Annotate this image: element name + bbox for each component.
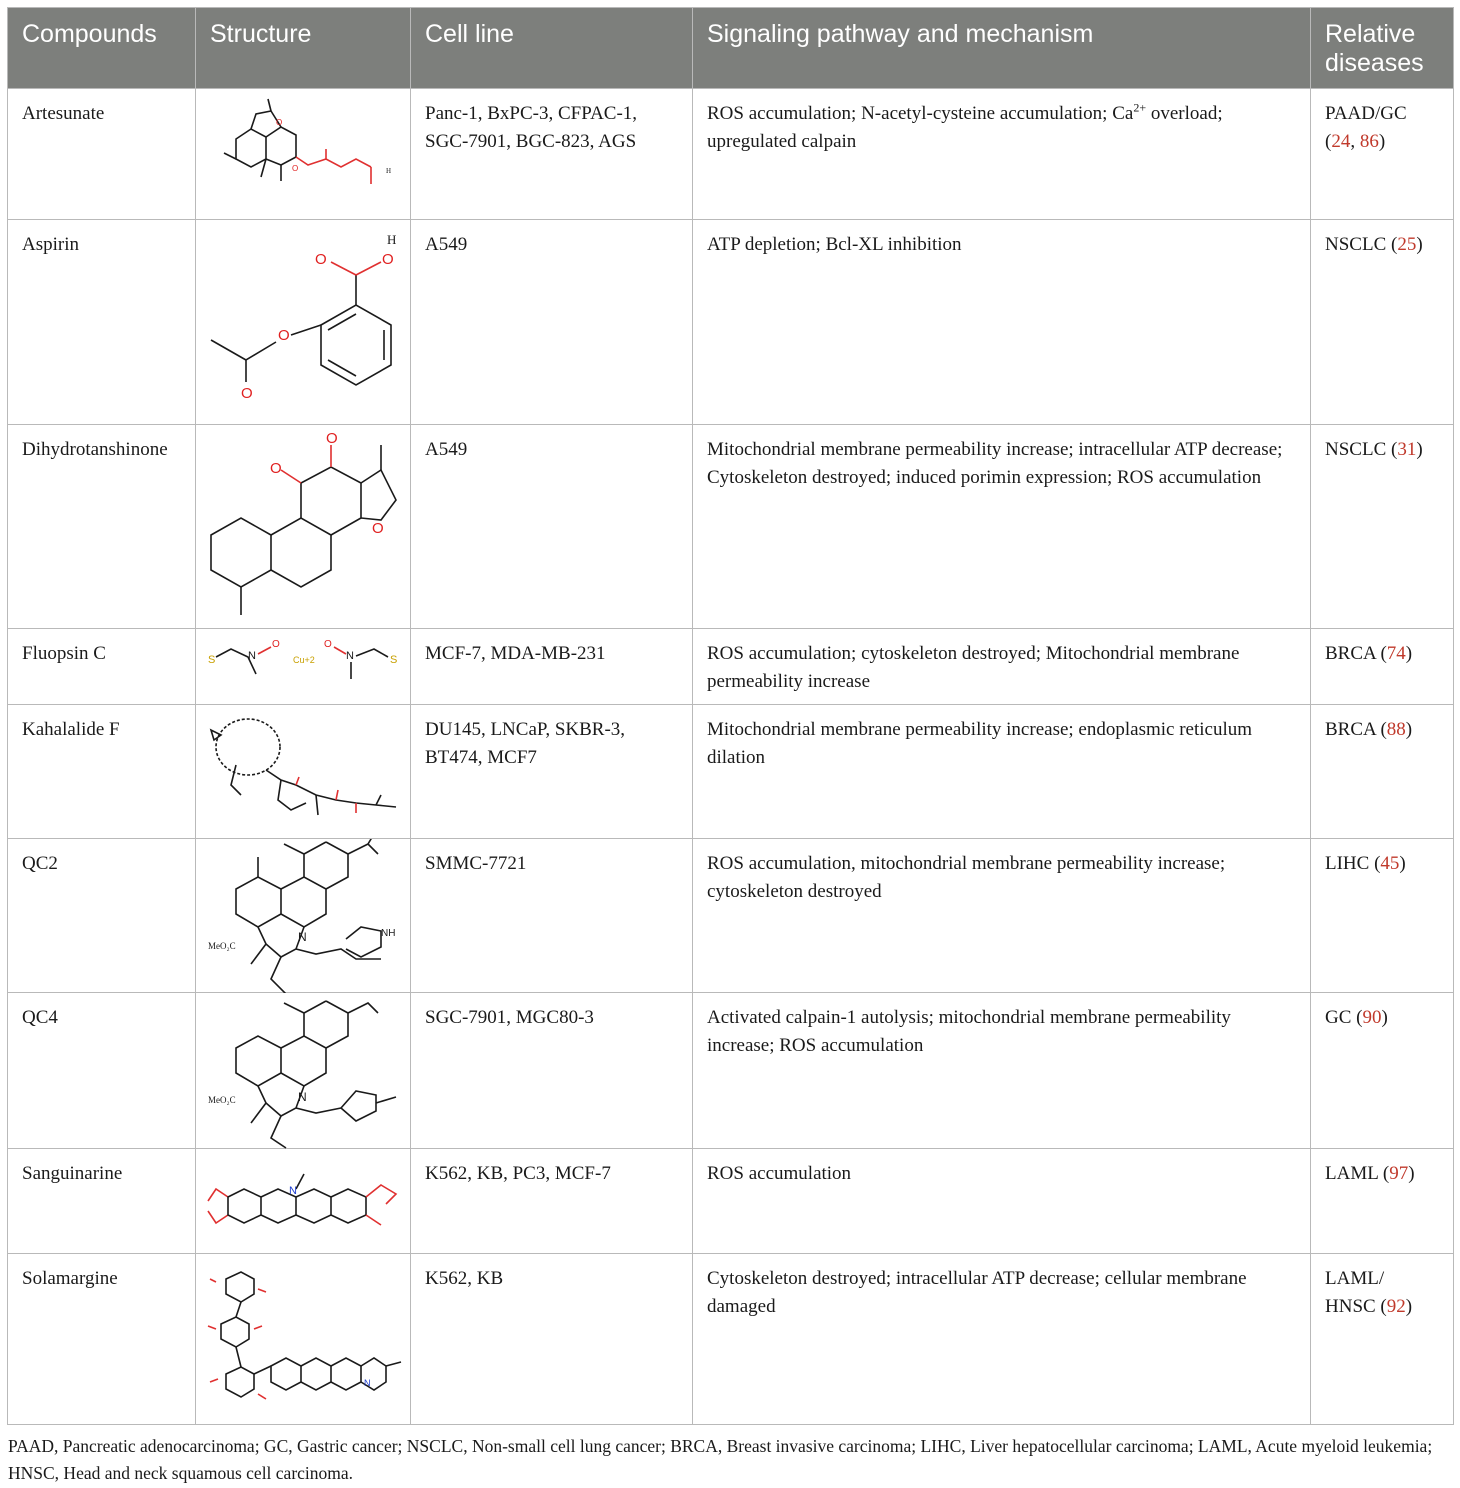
reference-link[interactable]: 31 bbox=[1397, 439, 1417, 460]
table-row bbox=[8, 839, 1454, 993]
header-relative-diseases: Relative diseases bbox=[1311, 8, 1454, 89]
header-mechanism: Signaling pathway and mechanism bbox=[693, 8, 1311, 89]
svg-text:NH: NH bbox=[381, 928, 396, 939]
svg-text:N: N bbox=[289, 1185, 297, 1197]
svg-text:MeO₂C: MeO₂C bbox=[208, 941, 236, 951]
cell-line: K562, KB bbox=[411, 1254, 693, 1425]
relative-disease: NSCLC (25) bbox=[1311, 220, 1454, 425]
fluopsin-c-structure-icon bbox=[196, 629, 411, 705]
sanguinarine-structure-icon bbox=[196, 1149, 411, 1254]
svg-text:O: O bbox=[372, 520, 384, 537]
cell-line: Panc-1, BxPC-3, CFPAC-1, SGC-7901, BGC-823, AGS bbox=[411, 89, 693, 220]
svg-text:N: N bbox=[364, 1378, 371, 1388]
svg-text:S: S bbox=[208, 654, 216, 666]
table-row bbox=[8, 1254, 1454, 1425]
relative-disease: GC (90) bbox=[1311, 993, 1454, 1149]
cell-line: MCF-7, MDA-MB-231 bbox=[411, 629, 693, 705]
svg-text:O: O bbox=[278, 327, 290, 344]
table-row bbox=[8, 89, 1454, 220]
dihydrotanshinone-structure-icon bbox=[196, 425, 411, 629]
reference-link[interactable]: 24 bbox=[1331, 131, 1351, 152]
cell-line: SMMC-7721 bbox=[411, 839, 693, 993]
svg-text:MeO₂C: MeO₂C bbox=[208, 1095, 236, 1105]
compound-name: Fluopsin C bbox=[8, 629, 196, 705]
svg-text:H: H bbox=[386, 167, 392, 175]
reference-link[interactable]: 25 bbox=[1397, 234, 1417, 255]
mechanism: ROS accumulation; cytoskeleton destroyed; Mitochondrial membrane permeability increase bbox=[693, 629, 1311, 705]
svg-text:O: O bbox=[241, 385, 253, 402]
compound-name: Solamargine bbox=[8, 1254, 196, 1425]
qc2-structure-icon bbox=[196, 839, 411, 993]
cell-line: K562, KB, PC3, MCF-7 bbox=[411, 1149, 693, 1254]
mechanism: ROS accumulation; N-acetyl-cysteine accumulation; $Ca^{2+}$ overload; upregulated calpain bbox=[693, 89, 1311, 220]
relative-disease: LAML/ HNSC (92) bbox=[1311, 1254, 1454, 1425]
svg-text:O: O bbox=[315, 251, 327, 268]
relative-disease: PAAD/GC (24, 86) bbox=[1311, 89, 1454, 220]
artesunate-structure-icon bbox=[196, 89, 411, 220]
relative-disease: BRCA (88) bbox=[1311, 705, 1454, 839]
reference-link[interactable]: 88 bbox=[1386, 719, 1406, 740]
compound-name: QC2 bbox=[8, 839, 196, 993]
mechanism: ATP depletion; Bcl-XL inhibition bbox=[693, 220, 1311, 425]
compounds-table bbox=[7, 7, 1454, 1425]
qc4-structure-icon bbox=[196, 993, 411, 1149]
svg-text:Cu+2: Cu+2 bbox=[293, 655, 315, 665]
svg-text:O: O bbox=[272, 639, 280, 650]
aspirin-structure-icon bbox=[196, 220, 411, 425]
svg-text:O: O bbox=[324, 639, 332, 650]
reference-link[interactable]: 97 bbox=[1389, 1163, 1409, 1184]
compound-name: Aspirin bbox=[8, 220, 196, 425]
table-row bbox=[8, 220, 1454, 425]
svg-text:O: O bbox=[276, 118, 283, 127]
reference-link[interactable]: 90 bbox=[1362, 1007, 1382, 1028]
compound-name: QC4 bbox=[8, 993, 196, 1149]
svg-text:H: H bbox=[387, 232, 397, 247]
reference-link[interactable]: 92 bbox=[1386, 1296, 1406, 1317]
mechanism: Mitochondrial membrane permeability increase; endoplasmic reticulum dilation bbox=[693, 705, 1311, 839]
relative-disease: BRCA (74) bbox=[1311, 629, 1454, 705]
solamargine-structure-icon bbox=[196, 1254, 411, 1425]
svg-text:N: N bbox=[298, 1090, 307, 1104]
compound-name: Kahalalide F bbox=[8, 705, 196, 839]
compound-name: Artesunate bbox=[8, 89, 196, 220]
reference-link[interactable]: 86 bbox=[1359, 131, 1379, 152]
mechanism: Activated calpain-1 autolysis; mitochondrial membrane permeability increase; ROS accumulation bbox=[693, 993, 1311, 1149]
table-row bbox=[8, 705, 1454, 839]
svg-text:O: O bbox=[326, 430, 338, 447]
kahalalide-f-structure-icon bbox=[196, 705, 411, 839]
relative-disease: LIHC (45) bbox=[1311, 839, 1454, 993]
cell-line: SGC-7901, MGC80-3 bbox=[411, 993, 693, 1149]
header-cell-line: Cell line bbox=[411, 8, 693, 89]
svg-text:N: N bbox=[346, 650, 354, 662]
svg-text:N: N bbox=[248, 650, 256, 662]
mechanism: Mitochondrial membrane permeability increase; intracellular ATP decrease; Cytoskeleton destroyed; induced porimin expression; ROS accumulation bbox=[693, 425, 1311, 629]
table-row bbox=[8, 993, 1454, 1149]
compound-name: Sanguinarine bbox=[8, 1149, 196, 1254]
header-row bbox=[8, 8, 1454, 89]
relative-disease: LAML (97) bbox=[1311, 1149, 1454, 1254]
svg-text:O: O bbox=[382, 251, 394, 268]
header-structure: Structure bbox=[196, 8, 411, 89]
cell-line: DU145, LNCaP, SKBR-3, BT474, MCF7 bbox=[411, 705, 693, 839]
mechanism: ROS accumulation, mitochondrial membrane permeability increase; cytoskeleton destroyed bbox=[693, 839, 1311, 993]
svg-text:S: S bbox=[390, 654, 398, 666]
mechanism: Cytoskeleton destroyed; intracellular ATP decrease; cellular membrane damaged bbox=[693, 1254, 1311, 1425]
header-compounds: Compounds bbox=[8, 8, 196, 89]
table-footnote: PAAD, Pancreatic adenocarcinoma; GC, Gastric cancer; NSCLC, Non-small cell lung cancer; BRCA, Breast invasive carcinoma; LIHC, Liver hepatocellular carcinoma; LAML, Acute myeloid leukemia; HNSC, Head and neck squamous cell carcinoma. bbox=[8, 1436, 1433, 1483]
reference-link[interactable]: 45 bbox=[1380, 853, 1400, 874]
svg-text:N: N bbox=[298, 930, 307, 944]
table-row bbox=[8, 425, 1454, 629]
reference-link[interactable]: 74 bbox=[1386, 643, 1406, 664]
cell-line: A549 bbox=[411, 220, 693, 425]
cell-line: A549 bbox=[411, 425, 693, 629]
relative-disease: NSCLC (31) bbox=[1311, 425, 1454, 629]
svg-text:O: O bbox=[270, 460, 282, 477]
table-row bbox=[8, 1149, 1454, 1254]
table-row bbox=[8, 629, 1454, 705]
compound-name: Dihydrotanshinone bbox=[8, 425, 196, 629]
svg-text:O: O bbox=[292, 164, 299, 173]
mechanism: ROS accumulation bbox=[693, 1149, 1311, 1254]
